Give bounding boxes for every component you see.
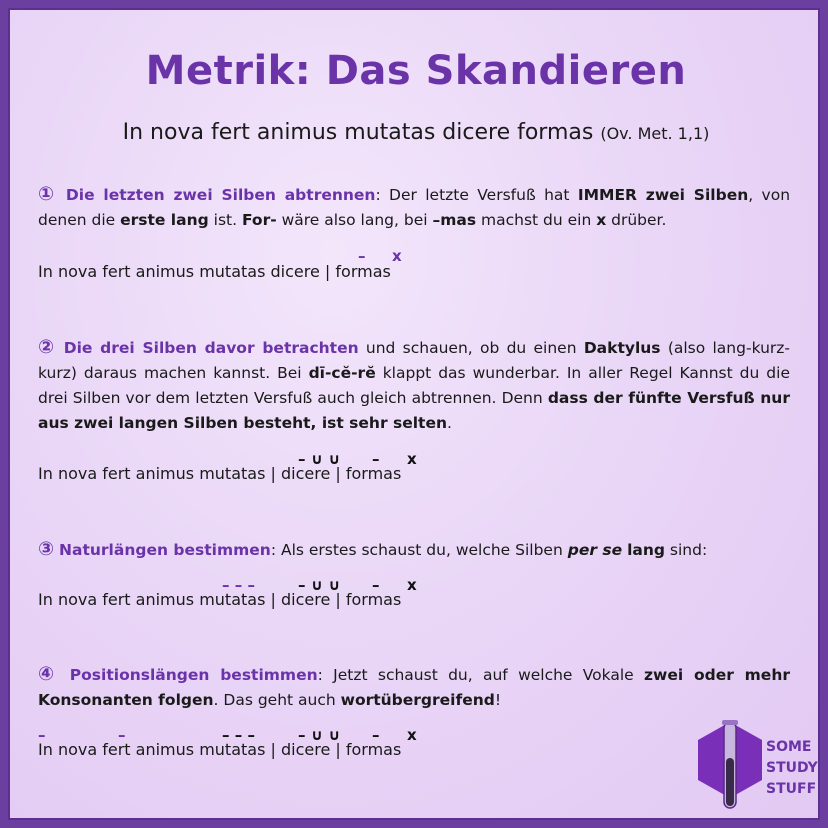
long-mark: – [372, 450, 380, 468]
verse-part: dicere [280, 464, 331, 483]
page-title: Metrik: Das Skandieren [145, 48, 687, 94]
bold-text: –mas [432, 211, 477, 229]
verse-part: dicere [280, 590, 331, 609]
text: drüber. [606, 211, 667, 229]
text: , von denen die [38, 186, 791, 229]
position-length-mark: – [38, 726, 46, 744]
step2-verse [38, 464, 401, 483]
foot-separator: | [270, 464, 276, 483]
text: : Als erstes schaust du, welche Silben [270, 541, 568, 559]
anceps-mark: x [392, 247, 402, 265]
verse-part: formas [345, 464, 402, 483]
bold-text: dass der fünfte Versfuß nur aus zwei langen Silben besteht, ist sehr selten [38, 389, 790, 432]
text: machst du ein [476, 211, 597, 229]
text: wäre also lang, bei [276, 211, 433, 229]
logo-text-line2: STUDY [766, 760, 818, 776]
verse-part: dicere [280, 740, 331, 759]
verse-part: In nova fert animus mutatas [38, 740, 266, 759]
verse-part: formas [335, 262, 391, 281]
foot-separator: | [335, 590, 341, 609]
text: : Der letzte Versfuß hat [375, 186, 578, 204]
step1-text [38, 182, 790, 233]
step1-heading: Die letzten zwei Silben abtrennen [65, 186, 376, 204]
long-mark: – [372, 576, 380, 594]
step2-text [38, 335, 790, 436]
step2-heading: Die drei Silben davor betrachten [63, 339, 359, 357]
bold-text: For- [241, 211, 277, 229]
dactyl-marks: – ∪ ∪ [298, 726, 341, 744]
foot-separator: | [335, 464, 341, 483]
verse-part: In nova fert animus mutatas [38, 590, 266, 609]
verse-part: In nova fert animus mutatas dicere [38, 262, 320, 281]
verse-part: formas [345, 740, 402, 759]
text: sind: [664, 541, 708, 559]
bold-text: Daktylus [583, 339, 661, 357]
subtitle-reference: (Ov. Met. 1,1) [600, 124, 710, 143]
text: : Jetzt schaust du, auf welche Vokale [317, 666, 645, 684]
step3-verse [38, 590, 401, 609]
text: und schauen, ob du einen [358, 339, 584, 357]
verse-part: formas [345, 590, 402, 609]
bold-text: erste lang [120, 211, 209, 229]
bold-text: zwei oder mehr Konsonanten folgen [38, 666, 791, 709]
text: ist. [208, 211, 242, 229]
foot-separator: | [324, 262, 331, 281]
nature-length-marks: – – – [222, 576, 255, 594]
slide [8, 8, 820, 820]
bold-text: dī-cĕ-rĕ [308, 364, 376, 382]
text: . Das geht auch [213, 691, 341, 709]
logo-text-line1: SOME [766, 739, 812, 755]
bold-text: x [596, 211, 607, 229]
foot-separator: | [270, 740, 276, 759]
nature-length-marks: – – – [222, 726, 255, 744]
italic-bold-text: per se [567, 541, 623, 559]
position-length-mark: – [118, 726, 126, 744]
dactyl-marks: – ∪ ∪ [298, 576, 341, 594]
text: ! [494, 691, 502, 709]
logo-text-line3: STUFF [766, 781, 817, 797]
subtitle [10, 120, 822, 145]
subtitle-verse: In nova fert animus mutatas dicere formas [122, 120, 594, 145]
dactyl-marks: – ∪ ∪ [298, 450, 341, 468]
step3-number: ③ [38, 538, 55, 560]
step2-number: ② [38, 336, 57, 358]
text: (also lang-kurz-kurz) daraus machen kannst. Bei [38, 339, 790, 382]
step3-text [38, 537, 790, 563]
foot-separator: | [270, 590, 276, 609]
step4-heading: Positionslängen bestimmen [69, 666, 318, 684]
step4-text [38, 662, 790, 713]
long-mark: – [372, 726, 380, 744]
step1-number: ① [38, 183, 58, 205]
step4-verse [38, 740, 401, 759]
anceps-mark: x [407, 726, 417, 744]
text: klappt das wunderbar. In aller Regel Kannst du die drei Silben vor dem letzten Versfuß auch gleich abtrennen. Denn [38, 364, 790, 407]
bold-text: wortübergreifend [340, 691, 495, 709]
foot-separator: | [335, 740, 341, 759]
bold-text: IMMER zwei Silben [577, 186, 749, 204]
step1-verse [38, 262, 391, 281]
step4-number: ④ [38, 663, 60, 685]
long-mark: – [358, 247, 366, 265]
anceps-mark: x [407, 576, 417, 594]
step3-heading: Naturlängen bestimmen [59, 541, 271, 559]
bold-text: lang [627, 541, 665, 559]
verse-part: In nova fert animus mutatas [38, 464, 266, 483]
text: . [447, 414, 452, 432]
anceps-mark: x [407, 450, 417, 468]
